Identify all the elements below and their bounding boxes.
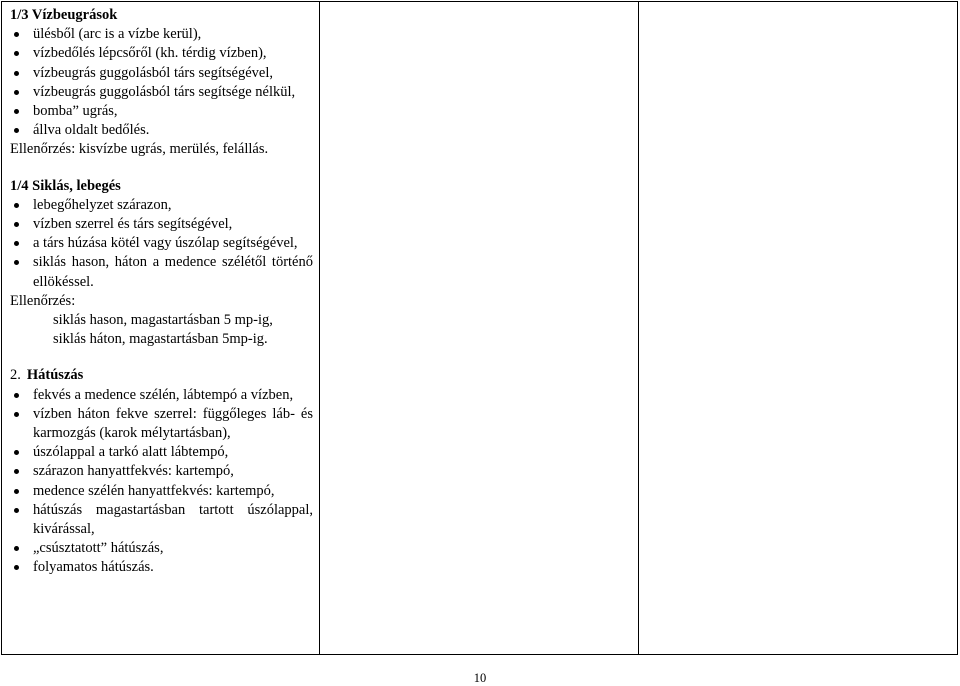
list-item: folyamatos hátúszás. (10, 558, 313, 577)
list-item: vízbeugrás guggolásból társ segítségével, (10, 64, 313, 83)
bullet-icon (14, 260, 19, 265)
bullet-icon (14, 489, 19, 494)
section-1-3-list (10, 25, 313, 140)
list-item: a társ húzása kötél vagy úszólap segítségével, (10, 234, 313, 253)
list-item: medence szélén hanyattfekvés: kartempó, (10, 482, 313, 501)
section-1-4-check-label: Ellenőrzés: (10, 292, 76, 309)
list-item: „csúsztatott” hátúszás, (10, 539, 313, 558)
bullet-icon (14, 546, 19, 551)
list-item: vízben háton fekve szerrel: függőleges láb- és karmozgás (karok mélytartásban), (10, 405, 313, 443)
empty-cell (320, 2, 639, 655)
section-1-4-check-line: siklás hason, magastartásban 5 mp-ig, (53, 312, 273, 329)
bullet-icon (14, 241, 19, 246)
bullet-icon (14, 222, 19, 227)
bullet-icon (14, 109, 19, 114)
empty-cell (639, 2, 958, 655)
list-item: vízbedőlés lépcsőről (kh. térdig vízben), (10, 44, 313, 63)
bullet-icon (14, 450, 19, 455)
bullet-icon (14, 51, 19, 56)
spacer (10, 349, 313, 366)
section-title-2 (10, 366, 313, 385)
section-2-list (10, 386, 313, 578)
section-1-4-check-line: siklás háton, magastartásban 5mp-ig. (53, 331, 268, 348)
list-item: úszólappal a tarkó alatt lábtempó, (10, 443, 313, 462)
bullet-icon (14, 90, 19, 95)
list-item: fekvés a medence szélén, lábtempó a vízben, (10, 386, 313, 405)
bullet-icon (14, 565, 19, 570)
spacer (10, 160, 313, 177)
section-title-1-4: 1/4 Siklás, lebegés (10, 177, 121, 194)
bullet-icon (14, 203, 19, 208)
list-item: lebegőhelyzet szárazon, (10, 196, 313, 215)
content-cell (2, 2, 320, 655)
page-number: 10 (473, 671, 487, 685)
bullet-icon (14, 508, 19, 513)
section-title-1-3: 1/3 Vízbeugrások (10, 7, 118, 23)
section-1-3-check: Ellenőrzés: kisvízbe ugrás, merülés, felállás. (10, 141, 269, 158)
bullet-icon (14, 128, 19, 133)
content-column (2, 2, 319, 578)
list-item: szárazon hanyattfekvés: kartempó, (10, 462, 313, 481)
bullet-icon (14, 469, 19, 474)
table-row (2, 2, 958, 655)
list-item: siklás hason, háton a medence szélétől történő ellökéssel. (10, 253, 313, 291)
bullet-icon (14, 412, 19, 417)
lesson-plan-table (1, 1, 958, 655)
list-item: vízbeugrás guggolásból társ segítsége nélkül, (10, 83, 313, 102)
section-1-4-list (10, 196, 313, 292)
list-item: hátúszás magastartásban tartott úszólappal, kivárással, (10, 501, 313, 539)
bullet-icon (14, 71, 19, 76)
bullet-icon (14, 393, 19, 398)
list-item: bomba” ugrás, (10, 102, 313, 121)
section-number: 2. (10, 367, 21, 384)
section-2-title-text: Hátúszás (26, 367, 84, 384)
bullet-icon (14, 32, 19, 37)
list-item: ülésből (arc is a vízbe kerül), (10, 25, 313, 44)
list-item: vízben szerrel és társ segítségével, (10, 215, 313, 234)
list-item: állva oldalt bedőlés. (10, 121, 313, 140)
